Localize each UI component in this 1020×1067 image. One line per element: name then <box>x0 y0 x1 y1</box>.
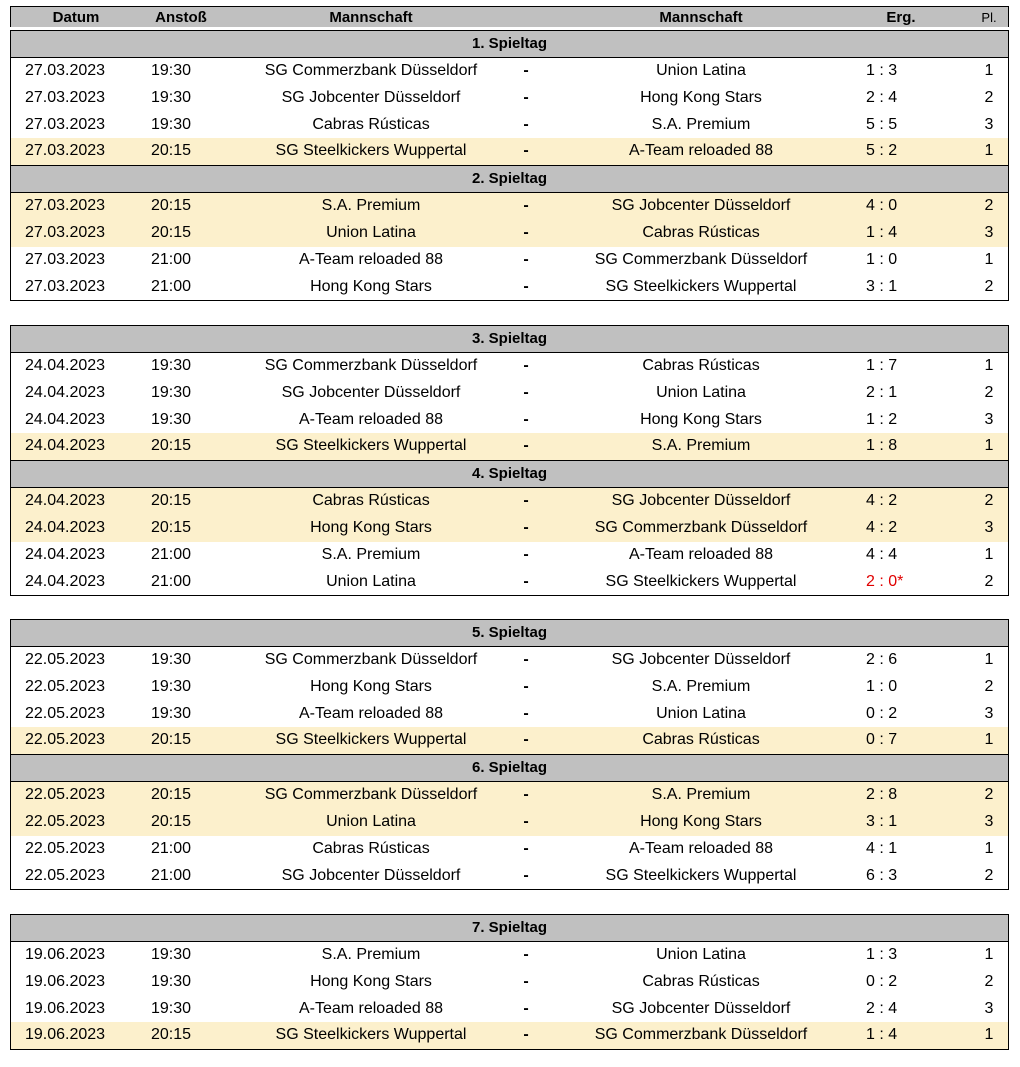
match-date: 22.05.2023 <box>25 866 106 884</box>
match-result: 1 : 3 <box>866 62 898 79</box>
pitch-number: 2 <box>984 277 994 295</box>
match-date: 22.05.2023 <box>25 677 106 695</box>
match-time: 19:30 <box>151 651 192 668</box>
match-row <box>11 58 1008 85</box>
home-team: A-Team reloaded 88 <box>298 410 444 428</box>
match-date: 24.04.2023 <box>25 518 106 536</box>
pitch-number: 2 <box>984 866 994 884</box>
home-team: A-Team reloaded 88 <box>298 250 444 268</box>
away-team: S.A. Premium <box>651 115 751 133</box>
match-result: 1 : 4 <box>866 223 898 241</box>
match-date: 24.04.2023 <box>25 357 106 374</box>
away-team: Union Latina <box>656 704 746 722</box>
match-result: 2 : 6 <box>866 651 898 668</box>
match-row <box>11 138 1008 165</box>
pitch-number: 2 <box>984 972 994 990</box>
match-date: 24.04.2023 <box>25 545 106 563</box>
match-date: 19.06.2023 <box>25 972 106 990</box>
match-date: 19.06.2023 <box>25 946 106 963</box>
match-row <box>11 515 1008 542</box>
match-result: 5 : 2 <box>866 142 898 160</box>
match-row <box>11 942 1008 969</box>
away-team: A-Team reloaded 88 <box>628 545 774 563</box>
match-date: 22.05.2023 <box>25 812 106 830</box>
away-team: SG Commerzbank Düsseldorf <box>594 250 808 268</box>
away-team: SG Steelkickers Wuppertal <box>605 572 797 590</box>
home-team: SG Commerzbank Düsseldorf <box>264 786 478 804</box>
separator-dash: - <box>523 142 529 160</box>
match-date: 22.05.2023 <box>25 786 106 804</box>
pitch-number: 1 <box>984 437 994 455</box>
match-date: 27.03.2023 <box>25 223 106 241</box>
header-home-team: Mannschaft <box>329 9 413 26</box>
schedule-block <box>10 914 1009 1050</box>
away-team: S.A. Premium <box>651 437 751 455</box>
match-result: 6 : 3 <box>866 866 898 884</box>
separator-dash: - <box>523 357 529 374</box>
header-anstoss: Anstoß <box>155 9 207 26</box>
separator-dash: - <box>523 492 529 510</box>
home-team: S.A. Premium <box>321 197 421 215</box>
column-header <box>10 6 1009 27</box>
home-team: S.A. Premium <box>321 545 421 563</box>
away-team: Hong Kong Stars <box>640 410 762 428</box>
schedule-block <box>10 325 1009 596</box>
match-date: 27.03.2023 <box>25 115 106 133</box>
home-team: SG Commerzbank Düsseldorf <box>264 357 478 374</box>
match-row <box>11 220 1008 247</box>
home-team: SG Jobcenter Düsseldorf <box>281 866 461 884</box>
pitch-number: 1 <box>984 651 994 668</box>
pitch-number: 2 <box>984 383 994 401</box>
match-date: 24.04.2023 <box>25 572 106 590</box>
match-time: 20:15 <box>151 492 192 510</box>
match-time: 20:15 <box>151 437 192 455</box>
away-team: SG Jobcenter Düsseldorf <box>611 197 791 215</box>
match-result: 2 : 4 <box>866 999 898 1017</box>
match-row <box>11 727 1008 754</box>
match-row <box>11 407 1008 434</box>
match-result: 4 : 4 <box>866 545 898 563</box>
match-result: 1 : 0 <box>866 677 898 695</box>
match-row <box>11 112 1008 139</box>
away-team: SG Steelkickers Wuppertal <box>605 866 797 884</box>
match-time: 19:30 <box>151 88 192 106</box>
match-time: 21:00 <box>151 839 192 857</box>
separator-dash: - <box>523 250 529 268</box>
away-team: Cabras Rústicas <box>642 972 760 990</box>
match-time: 19:30 <box>151 357 192 374</box>
pitch-number: 1 <box>984 731 994 749</box>
match-result: 5 : 5 <box>866 115 898 133</box>
match-row <box>11 836 1008 863</box>
match-time: 20:15 <box>151 142 192 160</box>
pitch-number: 2 <box>984 572 994 590</box>
home-team: SG Steelkickers Wuppertal <box>275 1026 467 1044</box>
match-result: 0 : 2 <box>866 704 898 722</box>
separator-dash: - <box>523 115 529 133</box>
match-date: 27.03.2023 <box>25 277 106 295</box>
pitch-number: 3 <box>984 704 994 722</box>
match-result: 3 : 1 <box>866 812 898 830</box>
match-time: 20:15 <box>151 518 192 536</box>
match-result: 0 : 7 <box>866 731 898 749</box>
match-date: 24.04.2023 <box>25 383 106 401</box>
pitch-number: 1 <box>984 1026 994 1044</box>
separator-dash: - <box>523 437 529 455</box>
match-time: 20:15 <box>151 197 192 215</box>
match-time: 19:30 <box>151 972 192 990</box>
home-team: SG Commerzbank Düsseldorf <box>264 651 478 668</box>
separator-dash: - <box>523 866 529 884</box>
home-team: Cabras Rústicas <box>312 492 430 510</box>
away-team: A-Team reloaded 88 <box>628 142 774 160</box>
separator-dash: - <box>523 812 529 830</box>
match-result: 1 : 3 <box>866 946 898 963</box>
match-time: 19:30 <box>151 62 192 79</box>
pitch-number: 3 <box>984 115 994 133</box>
separator-dash: - <box>523 786 529 804</box>
separator-dash: - <box>523 572 529 590</box>
match-result: 2 : 4 <box>866 88 898 106</box>
match-row <box>11 782 1008 809</box>
match-result: 1 : 0 <box>866 250 898 268</box>
away-team: SG Commerzbank Düsseldorf <box>594 1026 808 1044</box>
home-team: Cabras Rústicas <box>312 839 430 857</box>
separator-dash: - <box>523 383 529 401</box>
separator-dash: - <box>523 545 529 563</box>
match-time: 20:15 <box>151 786 192 804</box>
match-time: 19:30 <box>151 946 192 963</box>
separator-dash: - <box>523 972 529 990</box>
away-team: SG Commerzbank Düsseldorf <box>594 518 808 536</box>
schedule-block <box>10 619 1009 890</box>
separator-dash: - <box>523 410 529 428</box>
round-title: 1. Spieltag <box>11 31 1008 58</box>
header-pl: Pl. <box>981 10 997 25</box>
away-team: Union Latina <box>656 62 746 79</box>
round-title: 7. Spieltag <box>11 915 1008 942</box>
home-team: Union Latina <box>326 812 416 830</box>
pitch-number: 3 <box>984 518 994 536</box>
header-result: Erg. <box>886 9 916 26</box>
match-result: 2 : 0* <box>866 572 904 590</box>
match-row <box>11 569 1008 596</box>
home-team: A-Team reloaded 88 <box>298 999 444 1017</box>
separator-dash: - <box>523 1026 529 1044</box>
home-team: SG Steelkickers Wuppertal <box>275 731 467 749</box>
match-result: 1 : 7 <box>866 357 898 374</box>
header-datum: Datum <box>52 9 100 26</box>
separator-dash: - <box>523 277 529 295</box>
away-team: A-Team reloaded 88 <box>628 839 774 857</box>
match-date: 19.06.2023 <box>25 1026 106 1044</box>
pitch-number: 3 <box>984 999 994 1017</box>
pitch-number: 1 <box>984 839 994 857</box>
match-row <box>11 247 1008 274</box>
home-team: Union Latina <box>326 572 416 590</box>
pitch-number: 1 <box>984 142 994 160</box>
home-team: S.A. Premium <box>321 946 421 963</box>
match-time: 19:30 <box>151 999 192 1017</box>
home-team: SG Commerzbank Düsseldorf <box>264 62 478 79</box>
home-team: SG Steelkickers Wuppertal <box>275 437 467 455</box>
match-row <box>11 701 1008 728</box>
match-result: 4 : 1 <box>866 839 898 857</box>
round-title: 6. Spieltag <box>11 754 1008 782</box>
match-date: 22.05.2023 <box>25 651 106 668</box>
round-title: 3. Spieltag <box>11 326 1008 353</box>
match-date: 22.05.2023 <box>25 704 106 722</box>
match-date: 27.03.2023 <box>25 250 106 268</box>
match-row <box>11 863 1008 890</box>
match-row <box>11 274 1008 301</box>
match-time: 20:15 <box>151 223 192 241</box>
match-time: 19:30 <box>151 704 192 722</box>
away-team: SG Steelkickers Wuppertal <box>605 277 797 295</box>
match-result: 1 : 8 <box>866 437 898 455</box>
match-date: 27.03.2023 <box>25 197 106 215</box>
round-title: 4. Spieltag <box>11 460 1008 488</box>
separator-dash: - <box>523 946 529 963</box>
match-date: 19.06.2023 <box>25 999 106 1017</box>
away-team: Hong Kong Stars <box>640 812 762 830</box>
pitch-number: 3 <box>984 223 994 241</box>
pitch-number: 2 <box>984 88 994 106</box>
match-time: 21:00 <box>151 545 192 563</box>
home-team: Union Latina <box>326 223 416 241</box>
match-date: 22.05.2023 <box>25 839 106 857</box>
away-team: S.A. Premium <box>651 677 751 695</box>
home-team: Hong Kong Stars <box>310 518 432 536</box>
match-time: 19:30 <box>151 115 192 133</box>
match-result: 0 : 2 <box>866 972 898 990</box>
match-result: 2 : 1 <box>866 383 898 401</box>
home-team: SG Steelkickers Wuppertal <box>275 142 467 160</box>
separator-dash: - <box>523 88 529 106</box>
separator-dash: - <box>523 731 529 749</box>
match-date: 27.03.2023 <box>25 88 106 106</box>
away-team: Union Latina <box>656 383 746 401</box>
separator-dash: - <box>523 999 529 1017</box>
match-row <box>11 380 1008 407</box>
match-date: 24.04.2023 <box>25 492 106 510</box>
away-team: Hong Kong Stars <box>640 88 762 106</box>
pitch-number: 3 <box>984 410 994 428</box>
match-row <box>11 809 1008 836</box>
match-time: 19:30 <box>151 383 192 401</box>
away-team: Cabras Rústicas <box>642 731 760 749</box>
match-row <box>11 542 1008 569</box>
match-time: 20:15 <box>151 731 192 749</box>
away-team: Cabras Rústicas <box>642 357 760 374</box>
match-result: 1 : 4 <box>866 1026 898 1044</box>
pitch-number: 1 <box>984 545 994 563</box>
away-team: SG Jobcenter Düsseldorf <box>611 999 791 1017</box>
match-row <box>11 969 1008 996</box>
match-date: 24.04.2023 <box>25 410 106 428</box>
match-row <box>11 996 1008 1023</box>
match-row <box>11 193 1008 220</box>
match-row <box>11 1022 1008 1049</box>
match-row <box>11 85 1008 112</box>
match-date: 27.03.2023 <box>25 142 106 160</box>
separator-dash: - <box>523 839 529 857</box>
separator-dash: - <box>523 651 529 668</box>
match-time: 19:30 <box>151 677 192 695</box>
away-team: Cabras Rústicas <box>642 223 760 241</box>
home-team: SG Jobcenter Düsseldorf <box>281 383 461 401</box>
home-team: Cabras Rústicas <box>312 115 430 133</box>
match-row <box>11 433 1008 460</box>
match-result: 2 : 8 <box>866 786 898 804</box>
match-time: 21:00 <box>151 572 192 590</box>
away-team: Union Latina <box>656 946 746 963</box>
match-date: 27.03.2023 <box>25 62 106 79</box>
pitch-number: 2 <box>984 786 994 804</box>
match-result: 4 : 0 <box>866 197 898 215</box>
separator-dash: - <box>523 223 529 241</box>
match-result: 1 : 2 <box>866 410 898 428</box>
match-result: 3 : 1 <box>866 277 898 295</box>
match-time: 19:30 <box>151 410 192 428</box>
away-team: S.A. Premium <box>651 786 751 804</box>
match-time: 21:00 <box>151 277 192 295</box>
separator-dash: - <box>523 197 529 215</box>
match-result: 4 : 2 <box>866 492 898 510</box>
round-title: 2. Spieltag <box>11 165 1008 193</box>
away-team: SG Jobcenter Düsseldorf <box>611 651 791 668</box>
pitch-number: 1 <box>984 62 994 79</box>
match-row <box>11 488 1008 515</box>
match-result: 4 : 2 <box>866 518 898 536</box>
pitch-number: 2 <box>984 677 994 695</box>
pitch-number: 2 <box>984 492 994 510</box>
round-title: 5. Spieltag <box>11 620 1008 647</box>
match-date: 24.04.2023 <box>25 437 106 455</box>
match-row <box>11 353 1008 380</box>
home-team: Hong Kong Stars <box>310 277 432 295</box>
pitch-number: 1 <box>984 250 994 268</box>
match-row <box>11 674 1008 701</box>
match-time: 20:15 <box>151 812 192 830</box>
schedule-block <box>10 30 1009 301</box>
match-time: 20:15 <box>151 1026 192 1044</box>
pitch-number: 1 <box>984 357 994 374</box>
pitch-number: 3 <box>984 812 994 830</box>
home-team: SG Jobcenter Düsseldorf <box>281 88 461 106</box>
separator-dash: - <box>523 62 529 79</box>
header-away-team: Mannschaft <box>659 9 743 26</box>
separator-dash: - <box>523 677 529 695</box>
home-team: Hong Kong Stars <box>310 677 432 695</box>
match-time: 21:00 <box>151 866 192 884</box>
match-time: 21:00 <box>151 250 192 268</box>
home-team: Hong Kong Stars <box>310 972 432 990</box>
pitch-number: 2 <box>984 197 994 215</box>
pitch-number: 1 <box>984 946 994 963</box>
match-date: 22.05.2023 <box>25 731 106 749</box>
match-row <box>11 647 1008 674</box>
separator-dash: - <box>523 518 529 536</box>
home-team: A-Team reloaded 88 <box>298 704 444 722</box>
away-team: SG Jobcenter Düsseldorf <box>611 492 791 510</box>
separator-dash: - <box>523 704 529 722</box>
